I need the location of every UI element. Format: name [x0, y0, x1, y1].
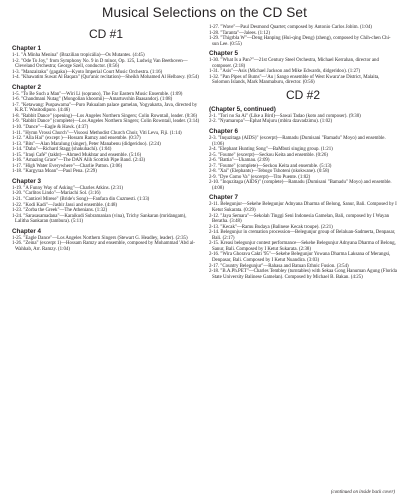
track-entry: 2-4. "Elephant Hunting Song"—BaMbuti singing group. (1:21): [209, 147, 333, 153]
track-entry: 1-5. "To Be Such a Man"—Wiri Li (soprano), The Far Eastern Music Ensemble. (1:09): [12, 91, 183, 97]
track-entry: 2-12. "Jaya Semara"—Sekolah Tinggi Seni Indonesia Gamelan, Bali, composed by I Wayan Beratha. (3:48): [209, 213, 390, 225]
track-entry: 1-30. "What Is a Pan?"—21st Century Steel Orchestra, Michael Kerrahan, director and composer. (2:18): [209, 58, 379, 69]
track-entry: 1-19. "A Funny Way of Asking"—Charles Atkins. (2:31): [12, 185, 123, 191]
track-entry: 1-18. "Kargyraa Moan"—Paul Pena. (2:29): [12, 169, 97, 175]
track-entry: 1-11. "Hymn Vrossi Church"—Visoosi Methodist Church Choir, Viti Levu, Fiji. (1:14): [12, 130, 182, 136]
track-entry: 1-3. "Manzairaku" (gagaku)—Kyoto Imperial Court Music Orchestra. (1:16): [12, 69, 163, 75]
track-entry: 1-16. "Amazing Grace"—The DAN Alih Scottish Pipe Band. (2:43): [12, 158, 146, 164]
track-entry: 2-8. "Xai" (Elephants)—Tebogo Tshoteni (nkokwane). (0:58): [209, 169, 330, 175]
chapter-heading: Chapter 6: [209, 128, 239, 136]
track-entry: 2-17. "Country Belegunjur"—Rahasa and Batuan Ethnic Fusion. (3:54): [209, 263, 349, 269]
track-entry: 1-2. "Ode To Joy," from Symphony No. 9 in D minor, Op. 125, Ludwig Van Beethoven—Cleveland Orchestra; George Szell, conductor. (0:56): [12, 58, 188, 70]
track-entry: 2-11. Belegunjur—Sekehe Belegunjur Adnyana Dharma of Belong, Sanur, Bali. Composed by I Ketut Sukarata. (0:29): [209, 202, 397, 214]
track-entry: 1-29. "Thigrbla W"—Deng Hanping (Hui-qing Deng) (zheng), composed by Chih-chen Chi-sun Lee. (0:55): [209, 36, 391, 47]
chapter-heading: Chapter 7: [209, 194, 239, 202]
track-entry: 1-28. "Taranta"—Jalees. (1:12): [209, 30, 270, 36]
track-entry: 1-25. "Eagle Dance"—Los Angeles Northern Singers (Stewart G. Headley, leader). (2:35): [12, 235, 188, 241]
chapter-heading: Chapter 2: [12, 83, 42, 91]
column-2: [209, 25, 397, 280]
track-entry: 1-13. "Bits"—Alan Maralung (singer), Peter Manabenu (didgeridoo). (2:24): [12, 141, 161, 147]
track-entry: 1-4. "Khawatim Suwat Al Baqara" (Qur'anic recitation)—Sheikh Mohamed Al Helbawy. (0:54): [12, 75, 199, 81]
track-entry: 1-26. "Zeina" (excerpt 1)—Hossam Ramzy and ensemble, composed by Mohammad 'Abd al-Wahhab, Arr. Ramzy. (1:04): [12, 241, 195, 252]
track-entry: 2-13. "Kecak"—Ramu Budaya (Balinese Kecak troupe). (2:21): [209, 224, 333, 230]
track-entry: 2-18. "B.A.Ph.PET"—Charles Tembley (turntables) with Sekaa Gong Hanuman Agung (Florida State University Balinese Gamelan). Composed by Michael B. Bakan. (4:25): [209, 269, 397, 280]
track-entry: 2-14. Belegunjur in cremation procession—Belegunjur group of Belaluan-Sadmerta, Denpasar, Bali. (2:17): [209, 230, 396, 241]
track-entry: 1-14. "Daba"—Richard Stagg (shakuhachi). (1:04): [12, 147, 112, 153]
columns: [12, 25, 397, 280]
track-entry: 1-15. "Iraqi Café" (takht)—Ahmed Mukhtar and ensemble. (5:16): [12, 152, 142, 158]
track-entry: 1-23. "Zorba the Greek"—The Athenians. (1:32): [12, 208, 108, 214]
track-entry: 1-8. "Rabbit Dance" (opening)—Los Angeles Northern Singers; Colin Rowntail, leader. (0:36): [12, 113, 198, 119]
chapter-heading: Chapter 1: [12, 45, 42, 52]
track-entry: 2-6. "Battia"—Ukamau. (2:09): [209, 158, 270, 164]
track-entry: 2-7. "Foume" (complete)—Seckou Keita and ensemble. (5:13): [209, 163, 332, 169]
chapter-heading: Chapter 5: [209, 50, 239, 58]
track-entry: 2-15. Kreasi belegunjur contest performance—Sekehe Belegunjur Adnyana Dharma of Belong, Sanur, Bali. Composed by I Ketut Sukarata. (2:38): [209, 241, 396, 252]
track-entry: 1-21. "Canticel Mirese" (Bride's Song)—Fanfara din Cuzmesti. (1:33): [12, 197, 150, 203]
cd-heading: CD #1: [88, 27, 123, 41]
track-entry: 1-17. "High Water Everywhere"—Charlie Patton. (3:06): [12, 163, 123, 169]
track-entry: 1-6. "Chandmani Nutag" (Mongolian khoomii)—Amartuvshin Baasandorj. (1:08): [12, 97, 173, 103]
track-entry: 1-32. "Pan Pipes of Bums"—'Au | Sango ensemble of West Kwaraʻae District, Malaita, Solomon Islands, Mark Manmaburu, director. (0:56): [209, 74, 380, 86]
track-entry: 1-12. "Alla Hai" (except )—Hossam Ramzy and ensemble. (0:37): [12, 136, 141, 142]
track-entry: 1-24. "Sarasasamadana"—Karaikudi Subramanian (vina), Trichy Sankaran (mridangam), Lalitha Sankaran (tambura). (5:11): [12, 213, 187, 225]
track-entry: 1-9. "Rabbit Dance" (complete)—Los Angeles Northern Singers; Colin Rowntail, leader. (3:14): [12, 119, 200, 125]
track-entry: 1-10. "Dance"—Eagle & Hawk. (4:37): [12, 125, 89, 131]
track-entry: 2-1. "Tori no Sa Ai" (Like a Bird)—Sawai Tadao (koto and composer). (9:30): [209, 113, 361, 119]
chapter-heading: (Chapter 5, continued): [209, 105, 276, 113]
track-entry: 2-3. "Inquzitaga (AIDS)" (excerpt)—Ramadu (Dumisani "Bamadu" Moyo) and ensemble. (1:06): [209, 136, 386, 147]
track-entry: 1-1. "A Minha Menina" (Brazilian tropicália)—Os Mutantes. (4:45): [12, 53, 145, 58]
chapter-heading: Chapter 4: [12, 227, 42, 235]
track-entry: 1-20. "Carlitos Lindo"—Mariachi Sol. (3:16): [12, 191, 101, 197]
continued-note: (continued on inside back cover): [330, 490, 395, 495]
cd-heading: CD #2: [285, 87, 320, 102]
track-entry: 2-5. "Foume" (excerpt)—Seckou Keita and ensemble. (0:26): [209, 152, 328, 158]
track-entry: 1-7. "Ketawang: Puspawarna"—Puro Pakualam palace gamelan, Yogyakarta, Java, directed by K.R.T. Wasitodipuro. (4:46): [12, 102, 198, 114]
track-entry: 2-16. "Wira Ghorava Cakti '95"—Sekehe Belegunjur Yowana Dharma Laksana of Merangsi, Denpasar, Bali. Composed by I Ketut Nuandira. (3:03): [209, 252, 391, 263]
track-entry: 2-2. "Nyamaropa"—Ephat Mujuru (mbira dzavadzimu). (1:02): [209, 119, 333, 125]
track-entry: 1-27. "Wave"—Paul Desmond Quartet; composed by Antonio Carlos Jobim. (1:04): [209, 25, 372, 30]
chapter-heading: Chapter 3: [12, 177, 42, 185]
track-entry: 1-31. "Asis"—Asis (Michael Jackson and Mike Edwards, didgeridoo). (1:27): [209, 69, 361, 75]
track-entry: 2-9. "Dye Como Va" (excerpt)—Tito Puente. (1:02): [209, 174, 311, 180]
track-entry: 2-10. "Inquzitaga (AIDS)" (complete)—Ramadu (Dumisani "Bamadu" Moyo) and ensemble. (4:08): [209, 180, 392, 191]
column-1: [12, 25, 200, 280]
page-title: Musical Selections on the CD Set: [102, 5, 307, 20]
track-entry: 1-22. "Kodi Kadi"—Jasbir Jassi and ensemble. (4:48): [12, 202, 118, 208]
